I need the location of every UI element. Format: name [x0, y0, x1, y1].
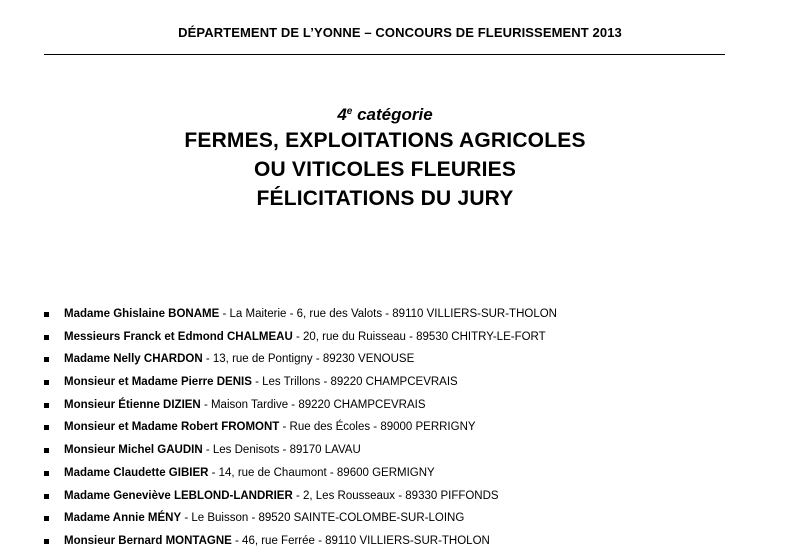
list-item: [44, 303, 784, 326]
list-item: [44, 530, 784, 553]
list-item: [44, 485, 784, 508]
list-item: [44, 348, 784, 371]
category-word: catégorie: [352, 105, 433, 124]
entry-details: - 46, rue Ferrée - 89110 VILLIERS-SUR-THOLON: [231, 534, 490, 547]
category-heading: [0, 104, 770, 126]
entry-name: Monsieur et Madame Robert FROMONT: [64, 421, 280, 434]
entry-name: Madame Nelly CHARDON: [64, 353, 203, 366]
list-item: [44, 371, 784, 394]
header-divider: [44, 54, 725, 55]
square-bullet-icon: [44, 425, 49, 430]
entry-details: - 14, rue de Chaumont - 89600 GERMIGNY: [208, 466, 435, 479]
list-item: [44, 394, 784, 417]
category-suffix: e: [346, 106, 353, 117]
document-header: DÉPARTEMENT DE L’YONNE – CONCOURS DE FLEURISSEMENT 2013: [178, 25, 622, 40]
entry-name: Madame Annie MÉNY: [64, 512, 182, 525]
square-bullet-icon: [44, 380, 49, 385]
square-bullet-icon: [44, 471, 49, 476]
entry-name: Monsieur et Madame Pierre DENIS: [64, 376, 252, 389]
title-line-2: OU VITICOLES FLEURIES: [253, 158, 517, 181]
entry-details: - 13, rue de Pontigny - 89230 VENOUSE: [202, 353, 415, 366]
list-item: [44, 462, 784, 485]
entry-details: - Les Denisots - 89170 LAVAU: [202, 444, 361, 457]
list-item: [44, 439, 784, 462]
entry-name: Messieurs Franck et Edmond CHALMEAU: [64, 330, 293, 343]
square-bullet-icon: [44, 312, 49, 317]
title-line-3: FÉLICITATIONS DU JURY: [256, 187, 514, 210]
entry-name: Madame Ghislaine BONAME: [64, 308, 220, 320]
category-number: 4: [337, 105, 347, 124]
entry-details: - Les Trillons - 89220 CHAMPCEVRAIS: [251, 376, 458, 389]
square-bullet-icon: [44, 448, 49, 453]
entry-details: - Maison Tardive - 89220 CHAMPCEVRAIS: [200, 398, 426, 411]
list-item: [44, 416, 784, 439]
entry-details: - Rue des Écoles - 89000 PERRIGNY: [279, 421, 476, 434]
entry-name: Madame Geneviève LEBLOND-LANDRIER: [64, 489, 293, 502]
square-bullet-icon: [44, 335, 49, 340]
entry-name: Monsieur Bernard MONTAGNE: [64, 534, 232, 547]
title-block: [0, 104, 770, 213]
entry-details: - La Maiterie - 6, rue des Valots - 89110 VILLIERS-SUR-THOLON: [219, 308, 557, 320]
entry-name: Monsieur Étienne DIZIEN: [64, 398, 201, 411]
entry-name: Monsieur Michel GAUDIN: [64, 444, 203, 457]
square-bullet-icon: [44, 494, 49, 499]
square-bullet-icon: [44, 516, 49, 521]
entry-details: - Le Buisson - 89520 SAINTE-COLOMBE-SUR-LOING: [181, 512, 465, 525]
laureates-list: [44, 303, 784, 553]
title-line-1: FERMES, EXPLOITATIONS AGRICOLES: [184, 129, 586, 152]
square-bullet-icon: [44, 539, 49, 544]
list-item: [44, 326, 784, 349]
entry-details: - 20, rue du Ruisseau - 89530 CHITRY-LE-FORT: [292, 330, 546, 343]
entry-details: - 2, Les Rousseaux - 89330 PIFFONDS: [292, 489, 499, 502]
list-item: [44, 507, 784, 530]
square-bullet-icon: [44, 403, 49, 408]
entry-name: Madame Claudette GIBIER: [64, 466, 209, 479]
square-bullet-icon: [44, 357, 49, 362]
